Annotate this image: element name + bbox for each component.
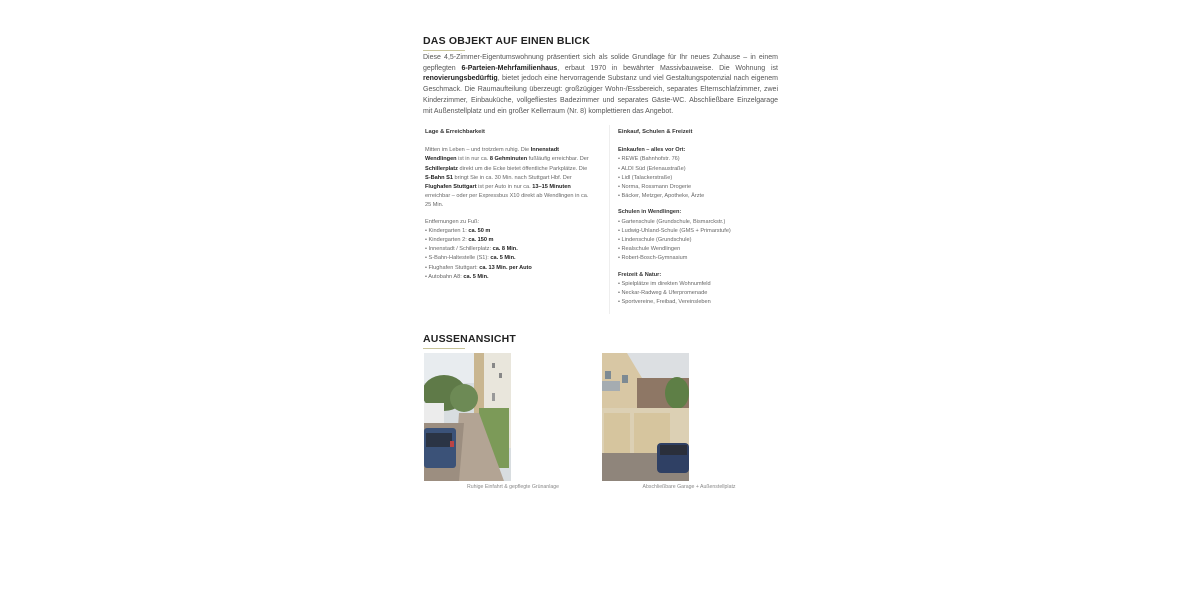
- distance-value: ca. 150 m: [468, 237, 494, 244]
- distance-value: ca. 5 Min.: [463, 273, 489, 280]
- schools-title: Schulen in Wendlingen:: [618, 209, 682, 216]
- distance-label: Flughafen Stuttgart:: [428, 264, 480, 271]
- intro-highlight: 6-Parteien-Mehrfamilienhaus: [461, 64, 558, 72]
- overview-heading: DAS OBJEKT AUF EINEN BLICK: [423, 35, 590, 47]
- highlight: Innenstadt Wendlingen: [425, 147, 559, 163]
- distance-value: ca. 13 Min. per Auto: [479, 264, 532, 271]
- distance-value: ca. 5 Min.: [490, 255, 516, 262]
- info-columns: [423, 125, 778, 317]
- text: erreichbar – oder per Expressbus X10 direkt ab Wendlingen in ca. 25 Min.: [425, 193, 589, 209]
- school-item: • Robert-Bosch-Gymnasium: [618, 254, 775, 263]
- location-description: [425, 146, 591, 210]
- distance-label: Kindergarten 1:: [428, 227, 469, 234]
- location-title: Lage & Erreichbarkeit: [425, 129, 485, 135]
- photo-caption: Ruhige Einfahrt & gepflegte Grünanlage: [467, 484, 559, 490]
- distance-item: [425, 264, 591, 273]
- text: bringt Sie in ca. 30 Min. nach Stuttgart Hbf. Der: [452, 174, 572, 181]
- amenities-column: [609, 125, 775, 314]
- text: Mitten im Leben – und trotzdem ruhig. Die: [425, 147, 531, 154]
- shopping-item: • ALDI Süd (Erlenaustraße): [618, 165, 775, 174]
- shopping-title: Einkaufen – alles vor Ort:: [618, 147, 686, 154]
- intro-text: Diese 4,5-Zimmer-Eigentumswohnung präsentiert sich als solide Grundlage für Ihr neues Zuhause – in einem gepflegten: [423, 54, 778, 72]
- driveway-photo-image: [424, 353, 511, 481]
- text: ist in nur ca.: [456, 156, 490, 163]
- photo-caption: Abschließbare Garage + Außenstellplatz: [642, 484, 736, 490]
- shopping-list: [618, 155, 775, 201]
- text: direkt um die Ecke bietet öffentliche Parkplätze. Die: [457, 165, 588, 172]
- highlight: 8 Gehminuten: [489, 156, 528, 163]
- shopping-item: • Bäcker, Metzger, Apotheke, Ärzte: [618, 192, 775, 201]
- photo-garage[interactable]: [602, 353, 689, 481]
- intro-text: , erbaut 1970 in bewährter Massivbauweise. Die Wohnung ist: [557, 64, 778, 72]
- school-item: • Lindenschule (Grundschule): [618, 236, 775, 245]
- distance-label: Kindergarten 2:: [428, 237, 469, 244]
- text: fußläufig erreichbar. Der: [527, 156, 589, 163]
- distance-label: S-Bahn-Haltestelle (S1):: [428, 255, 491, 262]
- distance-label: Autobahn A8:: [428, 273, 464, 280]
- school-item: • Gartenschule (Grundschule, Bismarckstr.): [618, 218, 775, 227]
- distance-label: Innenstadt / Schillerplatz:: [428, 246, 493, 253]
- intro-highlight: renovierungsbedürftig: [423, 75, 498, 83]
- exterior-heading: AUSSENANSICHT: [423, 333, 517, 345]
- photo-driveway[interactable]: [424, 353, 511, 481]
- distance-item: [425, 236, 591, 245]
- highlight: 13–15 Minuten: [532, 184, 571, 191]
- shopping-item: • REWE (Bahnhofstr. 76): [618, 155, 775, 164]
- heading-underline: [423, 348, 465, 349]
- distances-title: Entfernungen zu Fuß:: [425, 218, 480, 225]
- distance-item: [425, 245, 591, 254]
- schools-list: [618, 218, 775, 264]
- school-item: • Ludwig-Uhland-Schule (GMS + Primarstufe): [618, 227, 775, 236]
- leisure-item: • Sportvereine, Freibad, Vereinsleben: [618, 298, 775, 307]
- overview-section-header: [423, 35, 590, 51]
- text: ist per Auto in nur ca.: [476, 184, 533, 191]
- intro-text: , bietet jedoch eine hervorragende Substanz und viel Gestaltungspotenzial nach eigenem Geschmack. Die Raumaufteilung überzeugt: großzügiger Wohn-/Essbereich, separates Elternschlafzimmer, zwei Kinderzimmer, Einbauküche, vollgefliestes Badezimmer und separates Gäste-WC. Abschließbare Einzelgarage mit Außenstellplatz und ein großer Kellerraum (Nr. 8) komplettieren das Angebot.: [423, 75, 778, 115]
- amenities-inner: [610, 128, 775, 307]
- distance-value: ca. 50 m: [468, 227, 491, 234]
- leisure-item: • Spielplätze im direkten Wohnumfeld: [618, 280, 775, 289]
- distances-list: [425, 227, 591, 282]
- garage-photo-image: [602, 353, 689, 481]
- distance-value: ca. 8 Min.: [492, 246, 518, 253]
- leisure-title: Freizeit & Natur:: [618, 271, 662, 278]
- amenities-title: Einkauf, Schulen & Freizeit: [618, 129, 693, 135]
- overview-description: [423, 53, 778, 117]
- heading-underline: [423, 50, 465, 51]
- highlight: S-Bahn S1: [425, 174, 453, 181]
- leisure-item: • Neckar-Radweg & Uferpromenade: [618, 289, 775, 298]
- distance-item: [425, 254, 591, 263]
- shopping-item: • Lidl (Talackerstraße): [618, 174, 775, 183]
- leisure-list: [618, 280, 775, 308]
- distance-item: [425, 227, 591, 236]
- highlight: Schillerplatz: [425, 165, 458, 172]
- shopping-item: • Norma, Rossmann Drogerie: [618, 183, 775, 192]
- highlight: Flughafen Stuttgart: [425, 184, 477, 191]
- school-item: • Realschule Wendlingen: [618, 245, 775, 254]
- distance-item: [425, 273, 591, 282]
- location-column: [425, 125, 591, 289]
- exterior-section-header: [423, 333, 516, 349]
